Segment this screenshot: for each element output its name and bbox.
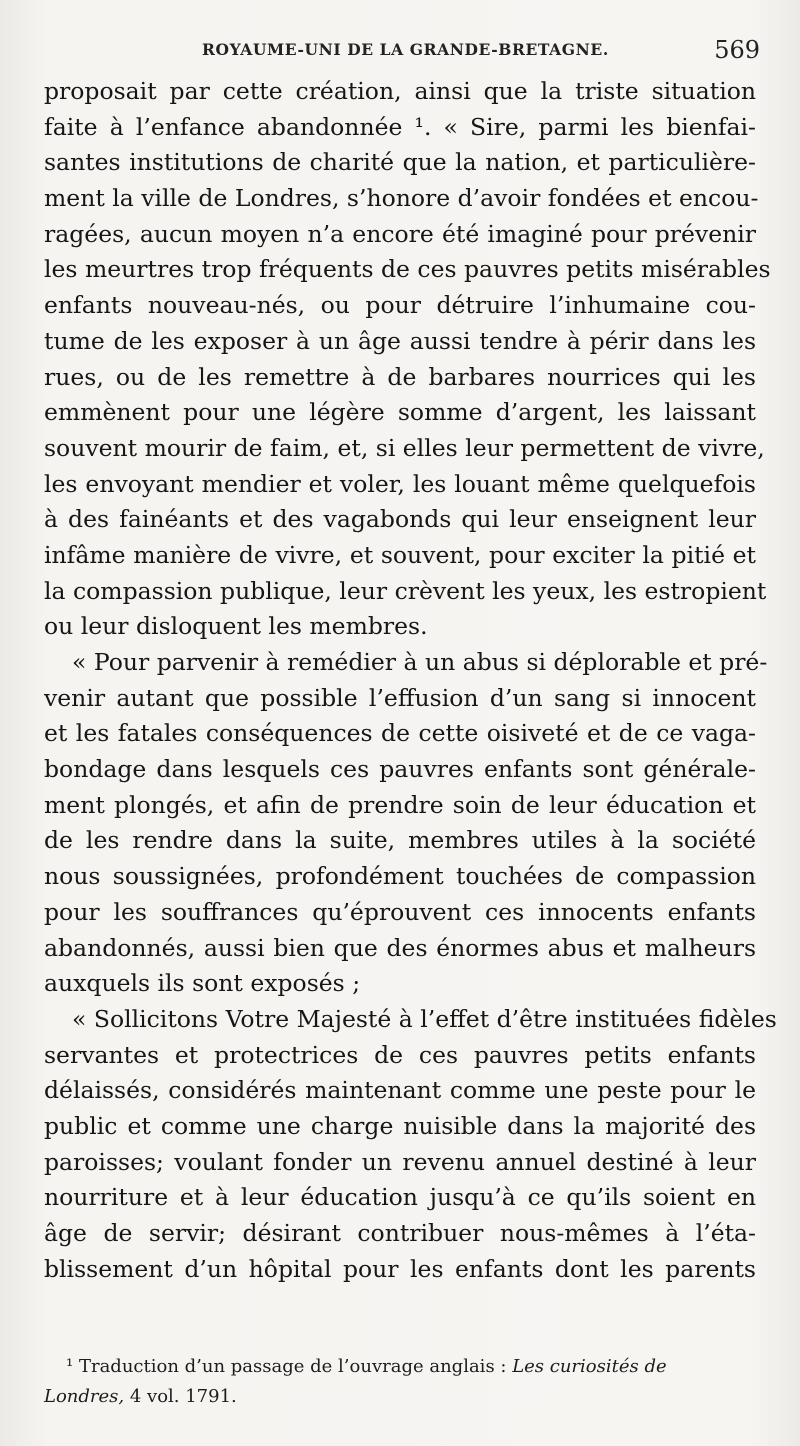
text-line: nous soussignées, profondément touchées de compassion bbox=[44, 862, 756, 891]
text-line: emmènent pour une légère somme d’argent, les laissant bbox=[44, 398, 756, 427]
text-line: les meurtres trop fréquents de ces pauvres petits misérables bbox=[44, 255, 771, 284]
text-line: âge de servir; désirant contribuer nous-mêmes à l’éta- bbox=[44, 1219, 756, 1247]
page-number: 569 bbox=[714, 36, 760, 64]
text-line: public et comme une charge nuisible dans la majorité des bbox=[44, 1111, 756, 1140]
text-line: et les fatales conséquences de cette oisiveté et de ce vaga- bbox=[44, 719, 756, 748]
footnote-line-2 bbox=[44, 1382, 756, 1412]
text-line: proposait par cette création, ainsi que la triste situation bbox=[44, 77, 756, 105]
footnote bbox=[44, 1352, 756, 1412]
text-line: délaissés, considérés maintenant comme une peste pour le bbox=[44, 1076, 756, 1105]
footnote-text: Traduction d’un passage de l’ouvrage anglais : bbox=[78, 1356, 513, 1377]
text-line: auxquels ils sont exposés ; bbox=[44, 969, 361, 998]
text-line: les envoyant mendier et voler, les louant même quelquefois bbox=[44, 469, 756, 498]
text-line: de les rendre dans la suite, membres utiles à la société bbox=[44, 826, 756, 855]
footnote-line-1 bbox=[44, 1352, 756, 1382]
text-line: paroisses; voulant fonder un revenu annuel destiné à leur bbox=[44, 1147, 756, 1176]
text-line: faite à l’enfance abandonnée ¹. « Sire, parmi les bienfai- bbox=[44, 112, 756, 141]
page-header bbox=[44, 36, 760, 70]
text-line: à des fainéants et des vagabonds qui leur enseignent leur bbox=[44, 505, 756, 534]
body-text bbox=[44, 74, 777, 1287]
text-line: nourriture et à leur éducation jusqu’à ce qu’ils soient en bbox=[44, 1183, 756, 1212]
text-line: abandonnés, aussi bien que des énormes abus et malheurs bbox=[44, 933, 756, 962]
footnote-marker: ¹ bbox=[66, 1356, 74, 1377]
footnote-city: Londres, bbox=[44, 1386, 125, 1407]
text-line: ment plongés, et afin de prendre soin de leur éducation et bbox=[44, 790, 756, 819]
text-line: ment la ville de Londres, s’honore d’avoir fondées et encou- bbox=[44, 184, 759, 213]
footnote-title: Les curiosités de bbox=[512, 1356, 667, 1377]
text-line: enfants nouveau-nés, ou pour détruire l’inhumaine cou- bbox=[44, 291, 756, 320]
text-line: infâme manière de vivre, et souvent, pour exciter la pitié et bbox=[44, 540, 756, 569]
text-line: ou leur disloquent les membres. bbox=[44, 612, 428, 641]
text-line: pour les souffrances qu’éprouvent ces innocents enfants bbox=[44, 897, 756, 926]
text-line: souvent mourir de faim, et, si elles leur permettent de vivre, bbox=[44, 433, 765, 462]
text-line: venir autant que possible l’effusion d’un sang si innocent bbox=[44, 683, 756, 712]
text-line: tume de les exposer à un âge aussi tendre à périr dans les bbox=[44, 326, 756, 355]
running-head: ROYAUME-UNI DE LA GRANDE-BRETAGNE. bbox=[202, 40, 609, 59]
text-line: rues, ou de les remettre à de barbares nourrices qui les bbox=[44, 362, 756, 391]
text-line: « Sollicitons Votre Majesté à l’effet d’être instituées fidèles bbox=[72, 1004, 777, 1033]
text-line: ragées, aucun moyen n’a encore été imaginé pour prévenir bbox=[44, 219, 756, 248]
text-line: santes institutions de charité que la nation, et particulière- bbox=[44, 148, 756, 177]
text-line: « Pour parvenir à remédier à un abus si déplorable et pré- bbox=[72, 648, 768, 676]
text-line: blissement d’un hôpital pour les enfants dont les parents bbox=[44, 1254, 756, 1283]
text-line: la compassion publique, leur crèvent les yeux, les estropient bbox=[44, 576, 767, 605]
footnote-volumes: 4 vol. 1791. bbox=[124, 1386, 237, 1407]
text-line: bondage dans lesquels ces pauvres enfants sont générale- bbox=[44, 755, 756, 784]
text-line: servantes et protectrices de ces pauvres petits enfants bbox=[44, 1040, 756, 1069]
